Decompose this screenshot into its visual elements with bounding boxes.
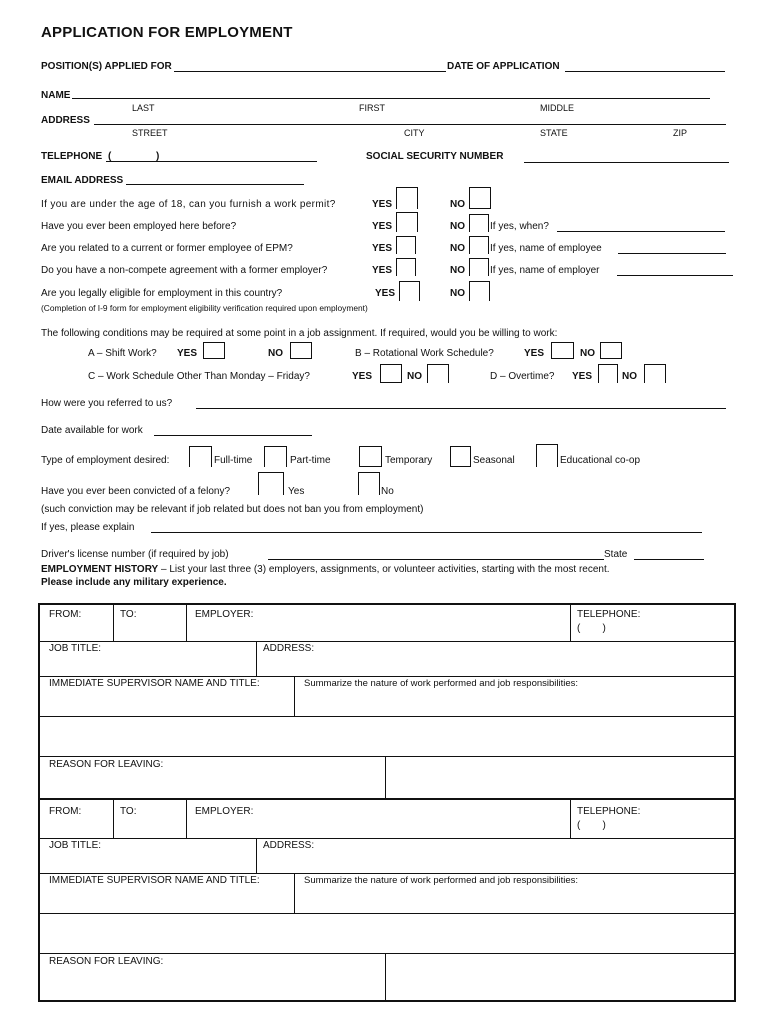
date-of-application-field[interactable]: [565, 71, 725, 72]
q3-yes-label: YES: [372, 243, 393, 254]
email-label: EMAIL ADDRESS: [41, 175, 124, 186]
condition-d-no-label: NO: [622, 371, 637, 382]
felony-yes-label: Yes: [288, 486, 305, 497]
q5-no-checkbox[interactable]: [469, 281, 490, 301]
referred-field[interactable]: [196, 408, 726, 409]
condition-b-yes-checkbox[interactable]: [551, 342, 574, 359]
drivers-license-label: Driver's license number (if required by job): [41, 549, 229, 560]
name-middle-caption: MIDDLE: [540, 103, 575, 113]
job1-telephone-label: TELEPHONE:: [577, 609, 641, 620]
employment-history-text: – List your last three (3) employers, assignments, or volunteer activities, starting with the most recent.: [158, 564, 610, 575]
job2-supervisor-label: IMMEDIATE SUPERVISOR NAME AND TITLE:: [49, 875, 260, 886]
temporary-checkbox[interactable]: [359, 446, 382, 467]
q3-no-checkbox[interactable]: [469, 236, 489, 254]
job1-summary-label: Summarize the nature of work performed and job responsibilities:: [304, 678, 579, 689]
q4-followup-field[interactable]: [617, 275, 733, 276]
felony-question: Have you ever been convicted of a felony?: [41, 486, 231, 497]
job1-address-label: ADDRESS:: [263, 643, 315, 654]
employment-history-title: EMPLOYMENT HISTORY: [41, 564, 159, 575]
job1-to-label: TO:: [120, 609, 137, 620]
q2-no-checkbox[interactable]: [469, 214, 489, 232]
condition-d-no-checkbox[interactable]: [644, 364, 666, 383]
seasonal-checkbox[interactable]: [450, 446, 471, 467]
job2-telephone-label: TELEPHONE:: [577, 806, 641, 817]
q3-followup-label: If yes, name of employee: [490, 243, 602, 254]
condition-a-label: A – Shift Work?: [88, 348, 157, 359]
q2-followup-label: If yes, when?: [490, 221, 549, 232]
job2-telephone-parens: ( ): [577, 820, 606, 831]
q4-yes-label: YES: [372, 265, 393, 276]
job2-from-label: FROM:: [49, 806, 82, 817]
address-state-caption: STATE: [540, 128, 568, 138]
job2-to-label: TO:: [120, 806, 137, 817]
condition-b-label: B – Rotational Work Schedule?: [355, 348, 494, 359]
coop-label: Educational co-op: [560, 455, 641, 466]
condition-a-yes-checkbox[interactable]: [203, 342, 225, 359]
conditions-intro: The following conditions may be required at some point in a job assignment. If required, would you be willing to work:: [41, 328, 558, 339]
employment-history-heading: [41, 564, 610, 575]
felony-no-label: No: [381, 486, 394, 497]
q2-yes-label: YES: [372, 221, 393, 232]
q3-followup-field[interactable]: [618, 253, 726, 254]
q5-yes-checkbox[interactable]: [399, 281, 420, 301]
q4-no-label: NO: [450, 265, 465, 276]
felony-no-checkbox[interactable]: [358, 472, 380, 495]
job2-summary-label: Summarize the nature of work performed and job responsibilities:: [304, 875, 579, 886]
job1-reason-label: REASON FOR LEAVING:: [49, 759, 164, 770]
email-field[interactable]: [126, 184, 304, 185]
page-title: APPLICATION FOR EMPLOYMENT: [41, 24, 293, 41]
condition-a-no-label: NO: [268, 348, 283, 359]
telephone-label: TELEPHONE: [41, 151, 103, 162]
telephone-field[interactable]: [106, 161, 317, 162]
felony-yes-checkbox[interactable]: [258, 472, 284, 495]
job1-employer-label: EMPLOYER:: [195, 609, 254, 620]
referred-label: How were you referred to us?: [41, 398, 173, 409]
condition-c-no-checkbox[interactable]: [427, 364, 449, 383]
condition-b-no-label: NO: [580, 348, 595, 359]
military-note: Please include any military experience.: [41, 577, 227, 588]
telephone-paren-close: ): [156, 151, 160, 162]
q5-no-label: NO: [450, 288, 465, 299]
condition-b-no-checkbox[interactable]: [600, 342, 622, 359]
condition-c-no-label: NO: [407, 371, 422, 382]
condition-d-label: D – Overtime?: [490, 371, 555, 382]
address-field[interactable]: [94, 124, 726, 125]
job2-reason-label: REASON FOR LEAVING:: [49, 956, 164, 967]
q1-no-label: NO: [450, 199, 465, 210]
q1-no-checkbox[interactable]: [469, 187, 491, 209]
job1-telephone-parens: ( ): [577, 623, 606, 634]
telephone-paren-open: (: [108, 151, 112, 162]
job1-supervisor-label: IMMEDIATE SUPERVISOR NAME AND TITLE:: [49, 678, 260, 689]
felony-explain-label: If yes, please explain: [41, 522, 135, 533]
employment-type-label: Type of employment desired:: [41, 455, 170, 466]
q3-no-label: NO: [450, 243, 465, 254]
q3-related-employee: Are you related to a current or former employee of EPM?: [41, 243, 293, 254]
coop-checkbox[interactable]: [536, 444, 558, 467]
q1-work-permit: If you are under the age of 18, can you furnish a work permit?: [41, 199, 336, 210]
q2-employed-before: Have you ever been employed here before?: [41, 221, 237, 232]
seasonal-label: Seasonal: [473, 455, 515, 466]
job1-from-label: FROM:: [49, 609, 82, 620]
name-first-caption: FIRST: [359, 103, 385, 113]
q4-non-compete: Do you have a non-compete agreement with a former employer?: [41, 265, 328, 276]
q5-legally-eligible: Are you legally eligible for employment in this country?: [41, 288, 283, 299]
license-state-field[interactable]: [634, 559, 704, 560]
position-label: POSITION(S) APPLIED FOR: [41, 61, 172, 72]
felony-explain-field[interactable]: [151, 532, 702, 533]
q4-yes-checkbox[interactable]: [396, 258, 416, 276]
date-of-application-label: DATE OF APPLICATION: [447, 61, 560, 72]
date-available-label: Date available for work: [41, 425, 143, 436]
job1-job-title-label: JOB TITLE:: [49, 643, 102, 654]
condition-d-yes-checkbox[interactable]: [598, 364, 618, 383]
condition-c-yes-label: YES: [352, 371, 373, 382]
address-label: ADDRESS: [41, 115, 90, 126]
q1-yes-checkbox[interactable]: [396, 187, 418, 209]
address-zip-caption: ZIP: [673, 128, 688, 138]
q4-no-checkbox[interactable]: [469, 258, 489, 276]
condition-b-yes-label: YES: [524, 348, 545, 359]
condition-c-label: C – Work Schedule Other Than Monday – Friday?: [88, 371, 310, 382]
date-available-field[interactable]: [154, 435, 312, 436]
part-time-label: Part-time: [290, 455, 331, 466]
q4-followup-label: If yes, name of employer: [490, 265, 600, 276]
q3-yes-checkbox[interactable]: [396, 236, 416, 254]
q2-followup-field[interactable]: [557, 231, 725, 232]
condition-a-yes-label: YES: [177, 348, 198, 359]
condition-a-no-checkbox[interactable]: [290, 342, 312, 359]
position-field[interactable]: [174, 71, 446, 72]
condition-d-yes-label: YES: [572, 371, 593, 382]
felony-note: (such conviction may be relevant if job related but does not ban you from employment): [41, 504, 424, 515]
name-last-caption: LAST: [132, 103, 155, 113]
q5-i9-note: (Completion of I-9 form for employment eligibility verification required upon employment): [41, 303, 368, 313]
name-label: NAME: [41, 90, 71, 101]
temporary-label: Temporary: [385, 455, 433, 466]
license-state-label: State: [604, 549, 628, 560]
job2-address-label: ADDRESS:: [263, 840, 315, 851]
job2-job-title-label: JOB TITLE:: [49, 840, 102, 851]
job2-employer-label: EMPLOYER:: [195, 806, 254, 817]
q2-yes-checkbox[interactable]: [396, 212, 418, 232]
full-time-checkbox[interactable]: [189, 446, 212, 467]
q5-yes-label: YES: [375, 288, 396, 299]
full-time-label: Full-time: [214, 455, 253, 466]
ssn-field[interactable]: [524, 162, 729, 163]
condition-c-yes-checkbox[interactable]: [380, 364, 402, 383]
address-street-caption: STREET: [132, 128, 168, 138]
ssn-label: SOCIAL SECURITY NUMBER: [366, 151, 504, 162]
q1-yes-label: YES: [372, 199, 393, 210]
address-city-caption: CITY: [404, 128, 425, 138]
drivers-license-field[interactable]: [268, 559, 604, 560]
part-time-checkbox[interactable]: [264, 446, 287, 467]
employment-history-table: [38, 603, 736, 1002]
q2-no-label: NO: [450, 221, 465, 232]
name-field[interactable]: [72, 98, 710, 99]
